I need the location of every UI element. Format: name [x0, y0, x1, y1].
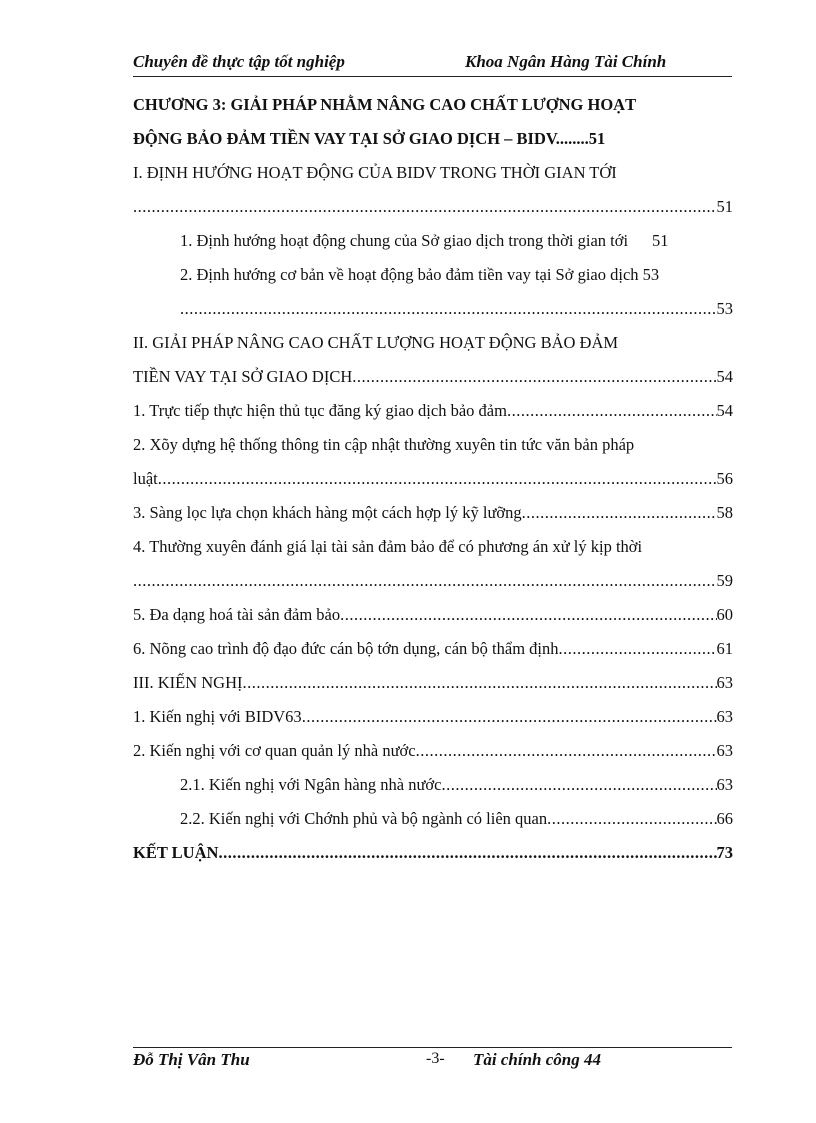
toc-page-number: 60	[716, 605, 733, 624]
toc-entry-title: 1. Định hướng hoạt động chung của Sở giao dịch trong thời gian tới	[180, 231, 629, 250]
toc-entry-title: 2.2. Kiến nghị với Chớnh phủ và bộ ngành có liên quan	[180, 809, 548, 828]
toc-leader-dots	[441, 768, 716, 802]
toc-line	[133, 292, 733, 326]
toc-entry-title: 2.1. Kiến nghị với Ngân hàng nhà nước	[180, 775, 442, 794]
toc-line	[133, 768, 733, 802]
toc-line	[133, 224, 733, 258]
toc-line	[133, 88, 733, 122]
toc-leader-dots	[180, 292, 717, 326]
toc-entry-title: 1. Kiến nghị với BIDV63	[133, 707, 302, 726]
toc-line	[133, 530, 733, 564]
toc-leader-dots	[352, 360, 716, 394]
toc-line	[133, 836, 733, 870]
toc-entry-title: 4. Thường xuyên đánh giá lại tài sản đảm bảo để có phương án xử lý kịp thời	[133, 537, 643, 556]
toc-page-number: 61	[716, 639, 733, 658]
toc-leader-dots	[243, 666, 717, 700]
header-faculty: Khoa Ngân Hàng Tài Chính	[465, 52, 667, 71]
toc-entry-title: ĐỘNG BẢO ĐẢM TIỀN VAY TẠI SỞ GIAO DỊCH – BIDV	[133, 129, 556, 148]
toc-line	[133, 666, 733, 700]
toc-leader-dots	[133, 564, 717, 598]
page-header	[133, 52, 732, 76]
toc-page-number: 58	[716, 503, 733, 522]
toc-page-number: 51	[716, 197, 733, 216]
toc-line	[133, 564, 733, 598]
header-document-type: Chuyên đề thực tập tốt nghiệp	[133, 52, 345, 71]
toc-line	[133, 496, 733, 530]
header-rule	[133, 76, 732, 77]
toc-page-number: 63	[716, 673, 733, 692]
toc-entry-title: 2. Xõy dựng hệ thống thông tin cập nhật thường xuyên tin tức văn bản pháp	[133, 435, 635, 454]
table-of-contents	[133, 88, 733, 870]
toc-page-number: 54	[716, 367, 733, 386]
toc-leader-dots	[547, 802, 716, 836]
toc-leader-dots	[522, 496, 717, 530]
toc-page-number: 51	[588, 129, 606, 148]
toc-line	[133, 394, 733, 428]
toc-entry-title: CHƯƠNG 3: GIẢI PHÁP NHẰM NÂNG CAO CHẤT LƯỢNG HOẠT	[133, 95, 637, 114]
toc-line	[133, 802, 733, 836]
toc-line	[133, 122, 733, 156]
toc-entry-title: 6. Nõng cao trình độ đạo đức cán bộ tớn dụng, cán bộ thẩm định	[133, 639, 559, 658]
toc-entry-title: 5. Đa dạng hoá tài sản đảm bảo	[133, 605, 341, 624]
toc-page-number: 56	[716, 469, 733, 488]
toc-leader-dots	[559, 632, 717, 666]
toc-page-number: 59	[716, 571, 733, 590]
toc-entry-title: luật	[133, 469, 158, 488]
footer-page-number: -3-	[426, 1050, 445, 1067]
toc-entry-title: 2. Kiến nghị với cơ quan quản lý nhà nước	[133, 741, 416, 760]
toc-line	[133, 360, 733, 394]
footer-author: Đỗ Thị Vân Thu	[133, 1050, 250, 1069]
page-footer	[133, 1050, 732, 1074]
toc-leader-dots	[133, 190, 717, 224]
toc-line	[133, 428, 733, 462]
toc-page-number: 63	[716, 775, 733, 794]
toc-entry-title: II. GIẢI PHÁP NÂNG CAO CHẤT LƯỢNG HOẠT ĐỘNG BẢO ĐẢM	[133, 333, 619, 352]
toc-entry-title: 1. Trực tiếp thực hiện thủ tục đăng ký giao dịch bảo đảm	[133, 401, 507, 420]
toc-leader-dots	[416, 734, 717, 768]
toc-line	[133, 258, 733, 292]
toc-page-number: 73	[716, 843, 733, 862]
footer-rule	[133, 1047, 732, 1048]
toc-leader-dots	[218, 836, 716, 870]
toc-entry-title: 3. Sàng lọc lựa chọn khách hàng một cách hợp lý kỹ lưỡng	[133, 503, 522, 522]
toc-line	[133, 462, 733, 496]
toc-entry-title: III. KIẾN NGHỊ	[133, 673, 243, 692]
toc-entry-title: I. ĐỊNH HƯỚNG HOẠT ĐỘNG CỦA BIDV TRONG THỜI GIAN TỚI	[133, 163, 617, 182]
toc-line	[133, 734, 733, 768]
toc-leader-dots	[340, 598, 716, 632]
toc-line	[133, 598, 733, 632]
footer-class: Tài chính công 44	[473, 1050, 601, 1069]
toc-page-number: 66	[716, 809, 733, 828]
toc-entry-title: 2. Định hướng cơ bản về hoạt động bảo đảm tiền vay tại Sở giao dịch 53	[180, 265, 660, 284]
toc-page-number: 63	[716, 741, 733, 760]
toc-line	[133, 632, 733, 666]
toc-entry-title: KẾT LUẬN	[133, 843, 219, 862]
toc-line	[133, 700, 733, 734]
toc-line	[133, 326, 733, 360]
toc-page-number: 51	[652, 231, 669, 250]
toc-line	[133, 190, 733, 224]
toc-leader-dots	[158, 462, 717, 496]
toc-page-number: 63	[716, 707, 733, 726]
toc-page-number: 54	[716, 401, 733, 420]
toc-entry-title: TIỀN VAY TẠI SỞ GIAO DỊCH	[133, 367, 353, 386]
toc-page-number: 53	[716, 299, 733, 318]
toc-leader-dots: ........	[555, 129, 589, 148]
toc-leader-dots	[302, 700, 717, 734]
toc-leader-dots	[507, 394, 717, 428]
toc-line	[133, 156, 733, 190]
